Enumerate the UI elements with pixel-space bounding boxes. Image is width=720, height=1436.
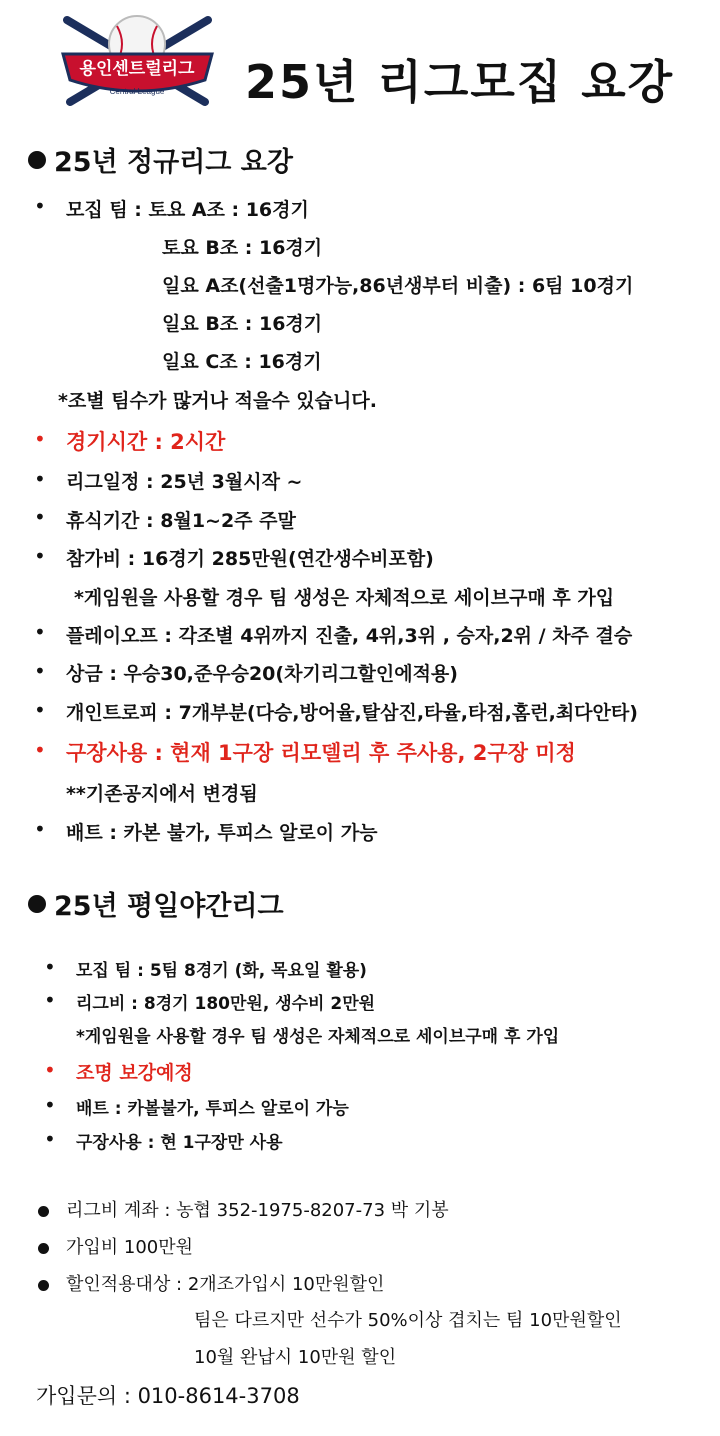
- info-bullet-icon: [38, 1239, 49, 1258]
- regular-schedule: 리그일정 : 25년 3월시작 ~: [66, 471, 303, 493]
- bullet-icon: •: [34, 505, 46, 529]
- bullet-icon: •: [34, 427, 46, 451]
- weekday-field: 구장사용 : 현 1구장만 사용: [76, 1133, 283, 1153]
- logo-sub: Central League: [109, 87, 165, 96]
- bullet-icon: •: [44, 1058, 56, 1082]
- bullet-icon: •: [34, 544, 46, 568]
- info-discount-2: 팀은 다르지만 선수가 50%이상 겹치는 팀 10만원할인: [194, 1310, 622, 1331]
- weekday-note-gameone: *게임원을 사용할 경우 팀 생성은 자체적으로 세이브구매 후 가입: [76, 1027, 560, 1047]
- weekday-bat: 배트 : 카볼불가, 투피스 알로이 가능: [76, 1099, 349, 1119]
- regular-field: 구장사용 : 현재 1구장 리모델리 후 주사용, 2구장 미정: [66, 741, 576, 765]
- section-bullet-icon: [28, 895, 46, 913]
- section-regular-title: 25년 정규리그 요강: [54, 147, 293, 178]
- regular-recruit-sun-a: 일요 A조(선출1명가능,86년생부터 비출) : 6팀 10경기: [162, 275, 634, 297]
- regular-prize: 상금 : 우승30,준우승20(차기리그할인에적용): [66, 663, 458, 685]
- regular-recruit-sun-c: 일요 C조 : 16경기: [162, 351, 322, 373]
- regular-fee: 참가비 : 16경기 285만원(연간생수비포함): [66, 548, 434, 570]
- bullet-icon: •: [34, 659, 46, 683]
- info-bullet-icon: [38, 1202, 49, 1221]
- regular-bat: 배트 : 카본 불가, 투피스 알로이 가능: [66, 822, 378, 844]
- regular-recruit-sun-b: 일요 B조 : 16경기: [162, 313, 323, 335]
- bullet-icon: •: [34, 817, 46, 841]
- weekday-lighting: 조명 보강예정: [76, 1062, 193, 1084]
- bullet-icon: •: [34, 194, 46, 218]
- bullet-icon: •: [34, 738, 46, 762]
- weekday-recruit: 모집 팀 : 5팀 8경기 (화, 목요일 활용): [76, 961, 367, 981]
- info-discount-3: 10월 완납시 10만원 할인: [194, 1347, 397, 1368]
- regular-recruit: 모집 팀 : 토요 A조 : 16경기: [66, 199, 309, 221]
- bullet-icon: •: [44, 955, 56, 979]
- bullet-icon: •: [44, 1093, 56, 1117]
- section-weekday-heading: [28, 884, 284, 923]
- bullet-icon: •: [44, 988, 56, 1012]
- contact-phone: 가입문의 : 010-8614-3708: [36, 1384, 300, 1408]
- bullet-icon: •: [34, 698, 46, 722]
- info-entry-fee: 가입비 100만원: [66, 1237, 194, 1258]
- regular-break: 휴식기간 : 8월1~2주 주말: [66, 510, 296, 532]
- bullet-icon: •: [34, 620, 46, 644]
- info-bullet-icon: [38, 1276, 49, 1295]
- section-weekday-title: 25년 평일야간리그: [54, 891, 284, 922]
- page-title: 25년 리그모집 요강: [245, 55, 675, 109]
- weekday-fee: 리그비 : 8경기 180만원, 생수비 2만원: [76, 994, 376, 1014]
- regular-trophy: 개인트로피 : 7개부분(다승,방어율,탈삼진,타율,타점,홈런,최다안타): [66, 702, 638, 724]
- regular-game-time: 경기시간 : 2시간: [66, 430, 226, 454]
- info-discount: 할인적용대상 : 2개조가입시 10만원할인: [66, 1274, 385, 1295]
- regular-note-teams: *조별 팀수가 많거나 적을수 있습니다.: [58, 390, 377, 412]
- section-regular-heading: [28, 140, 293, 179]
- regular-playoff: 플레이오프 : 각조별 4위까지 진출, 4위,3위 , 승자,2위 / 차주 결승: [66, 625, 633, 647]
- info-account: 리그비 계좌 : 농협 352-1975-8207-73 박 기봉: [66, 1200, 449, 1221]
- regular-note-gameone: *게임원을 사용할 경우 팀 생성은 자체적으로 세이브구매 후 가입: [74, 587, 615, 609]
- league-logo: [55, 10, 220, 110]
- regular-recruit-sat-b: 토요 B조 : 16경기: [162, 237, 323, 259]
- logo-name: 용인센트럴리그: [79, 59, 195, 79]
- bullet-icon: •: [44, 1127, 56, 1151]
- bullet-icon: •: [34, 467, 46, 491]
- section-bullet-icon: [28, 151, 46, 169]
- regular-note-changed: **기존공지에서 변경됨: [66, 783, 258, 805]
